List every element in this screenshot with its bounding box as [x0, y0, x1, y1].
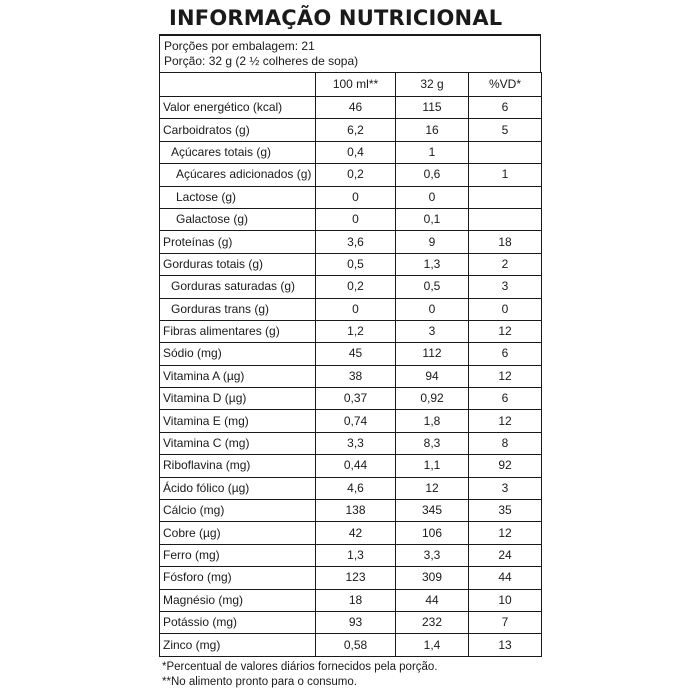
value-per-portion: 3 — [396, 320, 469, 342]
nutrient-name: Fósforo (mg) — [160, 567, 316, 589]
table-row — [160, 365, 542, 387]
nutrient-name: Sódio (mg) — [160, 343, 316, 365]
value-per-100ml: 45 — [316, 343, 396, 365]
nutrient-name: Lactose (g) — [160, 186, 316, 208]
table-row — [160, 298, 542, 320]
value-daily-percent: 6 — [469, 343, 542, 365]
table-row — [160, 119, 542, 141]
table-row — [160, 544, 542, 566]
portion-size: Porção: 32 g (2 ½ colheres de sopa) — [164, 54, 359, 68]
value-per-portion: 16 — [396, 119, 469, 141]
value-per-portion: 309 — [396, 567, 469, 589]
value-daily-percent: 24 — [469, 544, 542, 566]
value-daily-percent: 0 — [469, 298, 542, 320]
value-daily-percent: 10 — [469, 589, 542, 611]
value-per-100ml: 18 — [316, 589, 396, 611]
value-per-portion: 115 — [396, 97, 469, 119]
value-per-100ml: 0,2 — [316, 276, 396, 298]
value-per-portion: 8,3 — [396, 432, 469, 454]
table-row — [160, 589, 542, 611]
footnotes — [159, 660, 541, 690]
nutrient-rows — [160, 97, 542, 657]
nutrient-name: Magnésio (mg) — [160, 589, 316, 611]
value-per-100ml: 0,58 — [316, 634, 396, 656]
label-title: INFORMAÇÃO NUTRICIONAL — [169, 6, 503, 30]
value-daily-percent: 8 — [469, 432, 542, 454]
value-per-portion: 1,3 — [396, 253, 469, 275]
portions-per-package: Porções por embalagem: 21 — [164, 39, 315, 53]
value-per-portion: 1,8 — [396, 410, 469, 432]
nutrient-name: Valor energético (kcal) — [160, 97, 316, 119]
header-per-100ml: 100 ml** — [316, 73, 396, 97]
value-daily-percent: 5 — [469, 119, 542, 141]
nutrient-name: Vitamina E (mg) — [160, 410, 316, 432]
value-per-100ml: 0,37 — [316, 388, 396, 410]
value-per-100ml: 138 — [316, 500, 396, 522]
value-daily-percent: 44 — [469, 567, 542, 589]
nutrient-name: Cálcio (mg) — [160, 500, 316, 522]
value-per-100ml: 3,6 — [316, 231, 396, 253]
nutrient-name: Proteínas (g) — [160, 231, 316, 253]
value-daily-percent: 1 — [469, 164, 542, 186]
serving-info — [159, 34, 541, 72]
table-header-row — [160, 73, 542, 97]
value-per-portion: 232 — [396, 611, 469, 633]
value-per-portion: 112 — [396, 343, 469, 365]
value-per-100ml: 0,5 — [316, 253, 396, 275]
footnote-ready-to-eat: **No alimento pronto para o consumo. — [162, 675, 357, 688]
nutrition-label — [159, 4, 541, 690]
value-daily-percent — [469, 141, 542, 163]
value-daily-percent: 35 — [469, 500, 542, 522]
table-row — [160, 432, 542, 454]
table-row — [160, 141, 542, 163]
value-per-portion: 0,1 — [396, 208, 469, 230]
value-per-100ml: 0,74 — [316, 410, 396, 432]
table-row — [160, 343, 542, 365]
nutrient-name: Vitamina A (µg) — [160, 365, 316, 387]
table-row — [160, 611, 542, 633]
value-per-portion: 1,1 — [396, 455, 469, 477]
value-daily-percent: 12 — [469, 522, 542, 544]
header-nutrient — [160, 73, 316, 97]
value-daily-percent: 6 — [469, 97, 542, 119]
nutrient-name: Açúcares totais (g) — [160, 141, 316, 163]
nutrition-table — [159, 72, 542, 657]
value-per-100ml: 123 — [316, 567, 396, 589]
value-per-100ml: 0 — [316, 186, 396, 208]
nutrient-name: Açúcares adicionados (g) — [160, 164, 316, 186]
value-per-portion: 1 — [396, 141, 469, 163]
value-per-portion: 1,4 — [396, 634, 469, 656]
value-per-portion: 0,92 — [396, 388, 469, 410]
value-per-100ml: 3,3 — [316, 432, 396, 454]
value-daily-percent: 18 — [469, 231, 542, 253]
nutrient-name: Gorduras trans (g) — [160, 298, 316, 320]
nutrient-name: Cobre (µg) — [160, 522, 316, 544]
value-daily-percent: 6 — [469, 388, 542, 410]
value-per-100ml: 4,6 — [316, 477, 396, 499]
value-daily-percent: 2 — [469, 253, 542, 275]
value-per-100ml: 1,2 — [316, 320, 396, 342]
value-per-100ml: 42 — [316, 522, 396, 544]
header-daily-value: %VD* — [469, 73, 542, 97]
nutrient-name: Zinco (mg) — [160, 634, 316, 656]
value-per-100ml: 0,44 — [316, 455, 396, 477]
table-row — [160, 455, 542, 477]
value-per-100ml: 0,2 — [316, 164, 396, 186]
table-row — [160, 97, 542, 119]
table-row — [160, 410, 542, 432]
table-row — [160, 634, 542, 656]
nutrient-name: Ferro (mg) — [160, 544, 316, 566]
value-daily-percent: 13 — [469, 634, 542, 656]
header-per-portion: 32 g — [396, 73, 469, 97]
value-per-portion: 94 — [396, 365, 469, 387]
value-per-100ml: 6,2 — [316, 119, 396, 141]
value-per-portion: 3,3 — [396, 544, 469, 566]
value-per-100ml: 1,3 — [316, 544, 396, 566]
nutrient-name: Carboidratos (g) — [160, 119, 316, 141]
value-per-portion: 345 — [396, 500, 469, 522]
value-per-100ml: 0,4 — [316, 141, 396, 163]
nutrient-name: Galactose (g) — [160, 208, 316, 230]
table-row — [160, 231, 542, 253]
nutrient-name: Vitamina C (mg) — [160, 432, 316, 454]
table-row — [160, 567, 542, 589]
value-per-100ml: 38 — [316, 365, 396, 387]
value-per-100ml: 0 — [316, 298, 396, 320]
value-daily-percent: 7 — [469, 611, 542, 633]
value-per-portion: 9 — [396, 231, 469, 253]
value-daily-percent: 12 — [469, 365, 542, 387]
table-row — [160, 320, 542, 342]
value-daily-percent: 92 — [469, 455, 542, 477]
value-daily-percent: 12 — [469, 320, 542, 342]
value-daily-percent — [469, 186, 542, 208]
value-daily-percent: 3 — [469, 477, 542, 499]
value-per-portion: 44 — [396, 589, 469, 611]
value-per-portion: 12 — [396, 477, 469, 499]
footnote-daily-value: *Percentual de valores diários fornecidos pela porção. — [162, 660, 438, 673]
table-row — [160, 388, 542, 410]
value-per-portion: 0,6 — [396, 164, 469, 186]
nutrient-name: Gorduras saturadas (g) — [160, 276, 316, 298]
table-row — [160, 522, 542, 544]
value-per-portion: 0 — [396, 298, 469, 320]
value-per-100ml: 46 — [316, 97, 396, 119]
nutrient-name: Fibras alimentares (g) — [160, 320, 316, 342]
nutrient-name: Gorduras totais (g) — [160, 253, 316, 275]
table-row — [160, 164, 542, 186]
nutrient-name: Riboflavina (mg) — [160, 455, 316, 477]
table-row — [160, 208, 542, 230]
nutrient-name: Vitamina D (µg) — [160, 388, 316, 410]
value-per-100ml: 93 — [316, 611, 396, 633]
value-per-portion: 0 — [396, 186, 469, 208]
nutrient-name: Ácido fólico (µg) — [160, 477, 316, 499]
value-daily-percent: 3 — [469, 276, 542, 298]
nutrient-name: Potássio (mg) — [160, 611, 316, 633]
table-row — [160, 477, 542, 499]
value-daily-percent — [469, 208, 542, 230]
value-per-100ml: 0 — [316, 208, 396, 230]
value-per-portion: 0,5 — [396, 276, 469, 298]
table-row — [160, 500, 542, 522]
table-row — [160, 253, 542, 275]
value-per-portion: 106 — [396, 522, 469, 544]
table-row — [160, 186, 542, 208]
table-row — [160, 276, 542, 298]
value-daily-percent: 12 — [469, 410, 542, 432]
